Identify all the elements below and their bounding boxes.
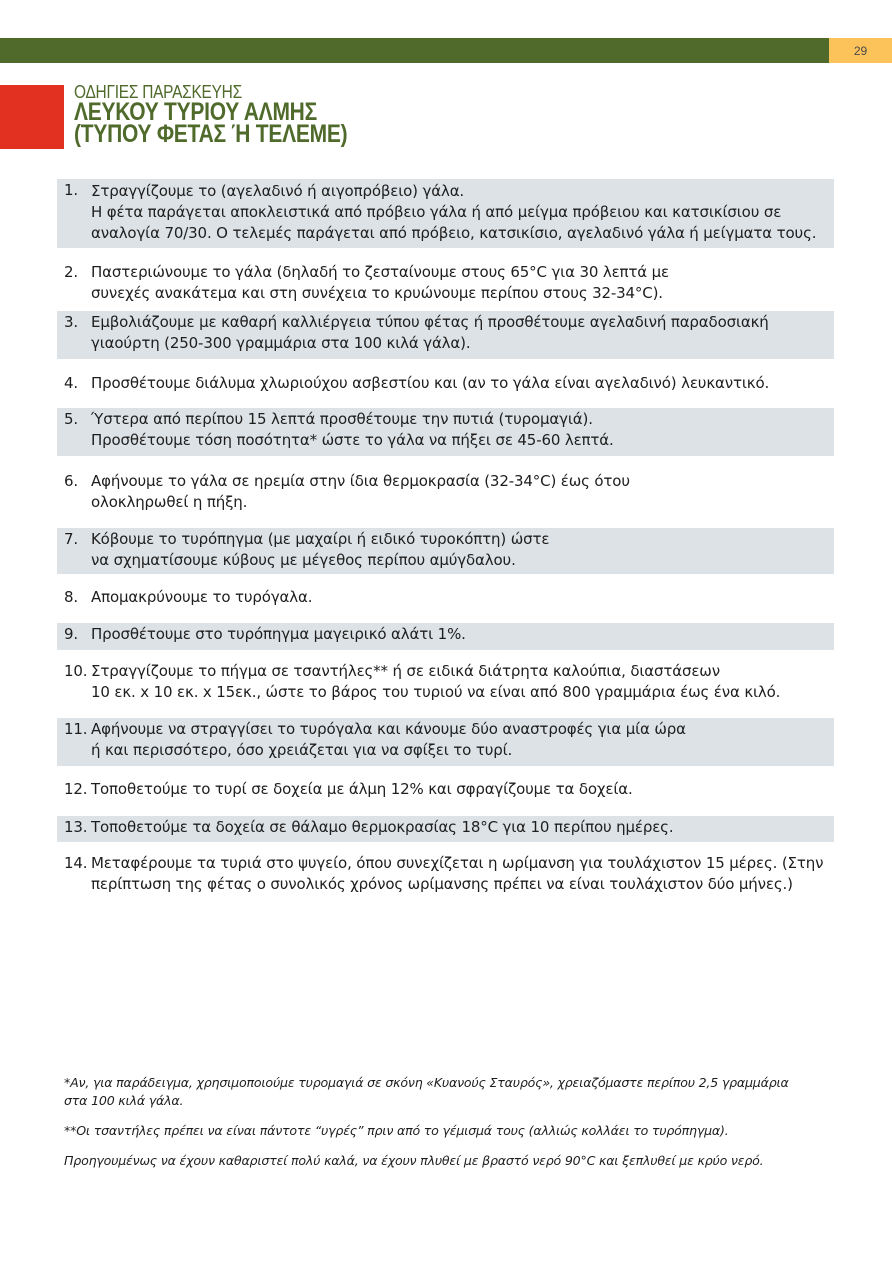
step-text [91,409,834,451]
step-line: περίπτωση της φέτας ο συνολικός χρόνος ωρίμανσης πρέπει να είναι τουλάχιστον δύο μήνες.) [91,875,793,893]
step-line: Τοποθετούμε το τυρί σε δοχεία με άλμη 12% και σφραγίζουμε τα δοχεία. [91,780,633,798]
step-item [57,718,834,766]
step-number: 1. [64,181,79,199]
step-line: Απομακρύνουμε το τυρόγαλα. [91,588,313,606]
step-text [91,624,834,645]
step-line: ολοκληρωθεί η πήξη. [91,493,248,511]
step-line: Στραγγίζουμε το πήγμα σε τσαντήλες** ή σε ειδικά διάτρητα καλούπια, διαστάσεων [91,662,720,680]
step-line: Εμβολιάζουμε με καθαρή καλλιέργεια τύπου φέτας ή προσθέτουμε αγελαδινή παραδοσιακή [91,313,769,331]
step-item [57,778,834,804]
step-line: Προσθέτουμε στο τυρόπηγμα μαγειρικό αλάτι 1%. [91,625,466,643]
step-line: γιαούρτη (250-300 γραμμάρια στα 100 κιλά γάλα). [91,334,471,352]
step-text [91,587,834,608]
step-text [91,373,834,394]
step-item [57,261,834,309]
step-number: 14. [64,854,88,872]
step-line: Ύστερα από περίπου 15 λεπτά προσθέτουμε την πυτιά (τυρομαγιά). [91,410,593,428]
step-text [91,181,834,244]
step-item [57,179,834,248]
step-text [91,262,834,304]
step-line: Μεταφέρουμε τα τυριά στο ψυγείο, όπου συνεχίζεται η ωρίμανση για τουλάχιστον 15 μέρες. (Στην [91,854,824,872]
steps-list [57,179,834,900]
step-line: Προσθέτουμε διάλυμα χλωριούχου ασβεστίου και (αν το γάλα είναι αγελαδινό) λευκαντικό. [91,374,770,392]
step-text [91,312,834,354]
footnotes [64,1074,844,1182]
step-text [91,471,834,513]
step-line: αναλογία 70/30. Ο τελεμές παράγεται από πρόβειο, κατσικίσιο, αγελαδινό γάλα ή μείγματα τους. [91,224,817,242]
footnote-1 [64,1074,844,1110]
page-number: 29 [829,38,892,63]
title-line-2: (ΤΥΠΟΥ ΦΕΤΑΣ Ή ΤΕΛΕΜΕ) [74,120,348,148]
step-line: Αφήνουμε να στραγγίσει το τυρόγαλα και κάνουμε δύο αναστροφές για μία ώρα [91,720,686,738]
step-line: να σχηματίσουμε κύβους με μέγεθος περίπου αμύγδαλου. [91,551,516,569]
page-title [74,82,399,148]
step-line: ή και περισσότερο, όσο χρειάζεται για να σφίξει το τυρί. [91,741,513,759]
step-item [57,528,834,574]
step-number: 4. [64,374,79,392]
step-item [57,852,834,900]
step-number: 7. [64,530,79,548]
accent-block [0,85,64,149]
step-item [57,816,834,842]
step-text [91,529,834,571]
step-text [91,779,834,800]
step-number: 5. [64,410,79,428]
step-line: Τοποθετούμε τα δοχεία σε θάλαμο θερμοκρασίας 18°C για 10 περίπου ημέρες. [91,818,674,836]
step-number: 6. [64,472,79,490]
step-number: 3. [64,313,79,331]
step-line: Αφήνουμε το γάλα σε ηρεμία στην ίδια θερμοκρασία (32-34°C) έως ότου [91,472,630,490]
step-line: 10 εκ. x 10 εκ. x 15εκ., ώστε το βάρος του τυριού να είναι από 800 γραμμάρια έως ένα κιλό. [91,683,781,701]
step-number: 9. [64,625,79,643]
step-number: 12. [64,780,88,798]
header-bar [0,38,829,63]
step-text [91,853,834,895]
step-line: Κόβουμε το τυρόπηγμα (με μαχαίρι ή ειδικό τυροκόπτη) ώστε [91,530,550,548]
step-line: Στραγγίζουμε το (αγελαδινό ή αιγοπρόβειο) γάλα. [91,182,465,200]
footnote-1-line-2: στα 100 κιλά γάλα. [64,1093,184,1108]
step-number: 10. [64,662,88,680]
step-text [91,719,834,761]
step-number: 8. [64,588,79,606]
title-subtitle: ΟΔΗΓΙΕΣ ΠΑΡΑΣΚΕΥΗΣ [74,82,242,102]
footnote-2: **Οι τσαντήλες πρέπει να είναι πάντοτε “υγρές” πριν από το γέμισμά τους (αλλιώς κολλάει το τυρόπηγμα). [64,1123,729,1138]
title-line-1: ΛΕΥΚΟΥ ΤΥΡΙΟΥ ΑΛΜΗΣ [74,98,317,126]
step-item [57,408,834,456]
step-number: 11. [64,720,88,738]
step-item [57,660,834,708]
step-item [57,586,834,612]
step-line: Η φέτα παράγεται αποκλειστικά από πρόβειο γάλα ή από μείγμα πρόβειου και κατσικίσιου σε [91,203,782,221]
footnote-1-line-1: *Αν, για παράδειγμα, χρησιμοποιούμε τυρομαγιά σε σκόνη «Κυανούς Σταυρός», χρειαζόμαστε περίπου 2,5 γραμμάρια [64,1075,789,1090]
step-number: 2. [64,263,79,281]
step-text [91,661,834,703]
step-line: Παστεριώνουμε το γάλα (δηλαδή το ζεσταίνουμε στους 65°C για 30 λεπτά με [91,263,670,281]
footnote-3: Προηγουμένως να έχουν καθαριστεί πολύ καλά, να έχουν πλυθεί με βραστό νερό 90°C και ξεπλυθεί με κρύο νερό. [64,1153,764,1168]
step-line: συνεχές ανακάτεμα και στη συνέχεια το κρυώνουμε περίπου στους 32-34°C). [91,284,663,302]
step-line: Προσθέτουμε τόση ποσότητα* ώστε το γάλα να πήξει σε 45-60 λεπτά. [91,431,614,449]
step-item [57,623,834,650]
step-item [57,470,834,518]
step-number: 13. [64,818,88,836]
step-text [91,817,834,838]
step-item [57,372,834,398]
step-item [57,311,834,359]
